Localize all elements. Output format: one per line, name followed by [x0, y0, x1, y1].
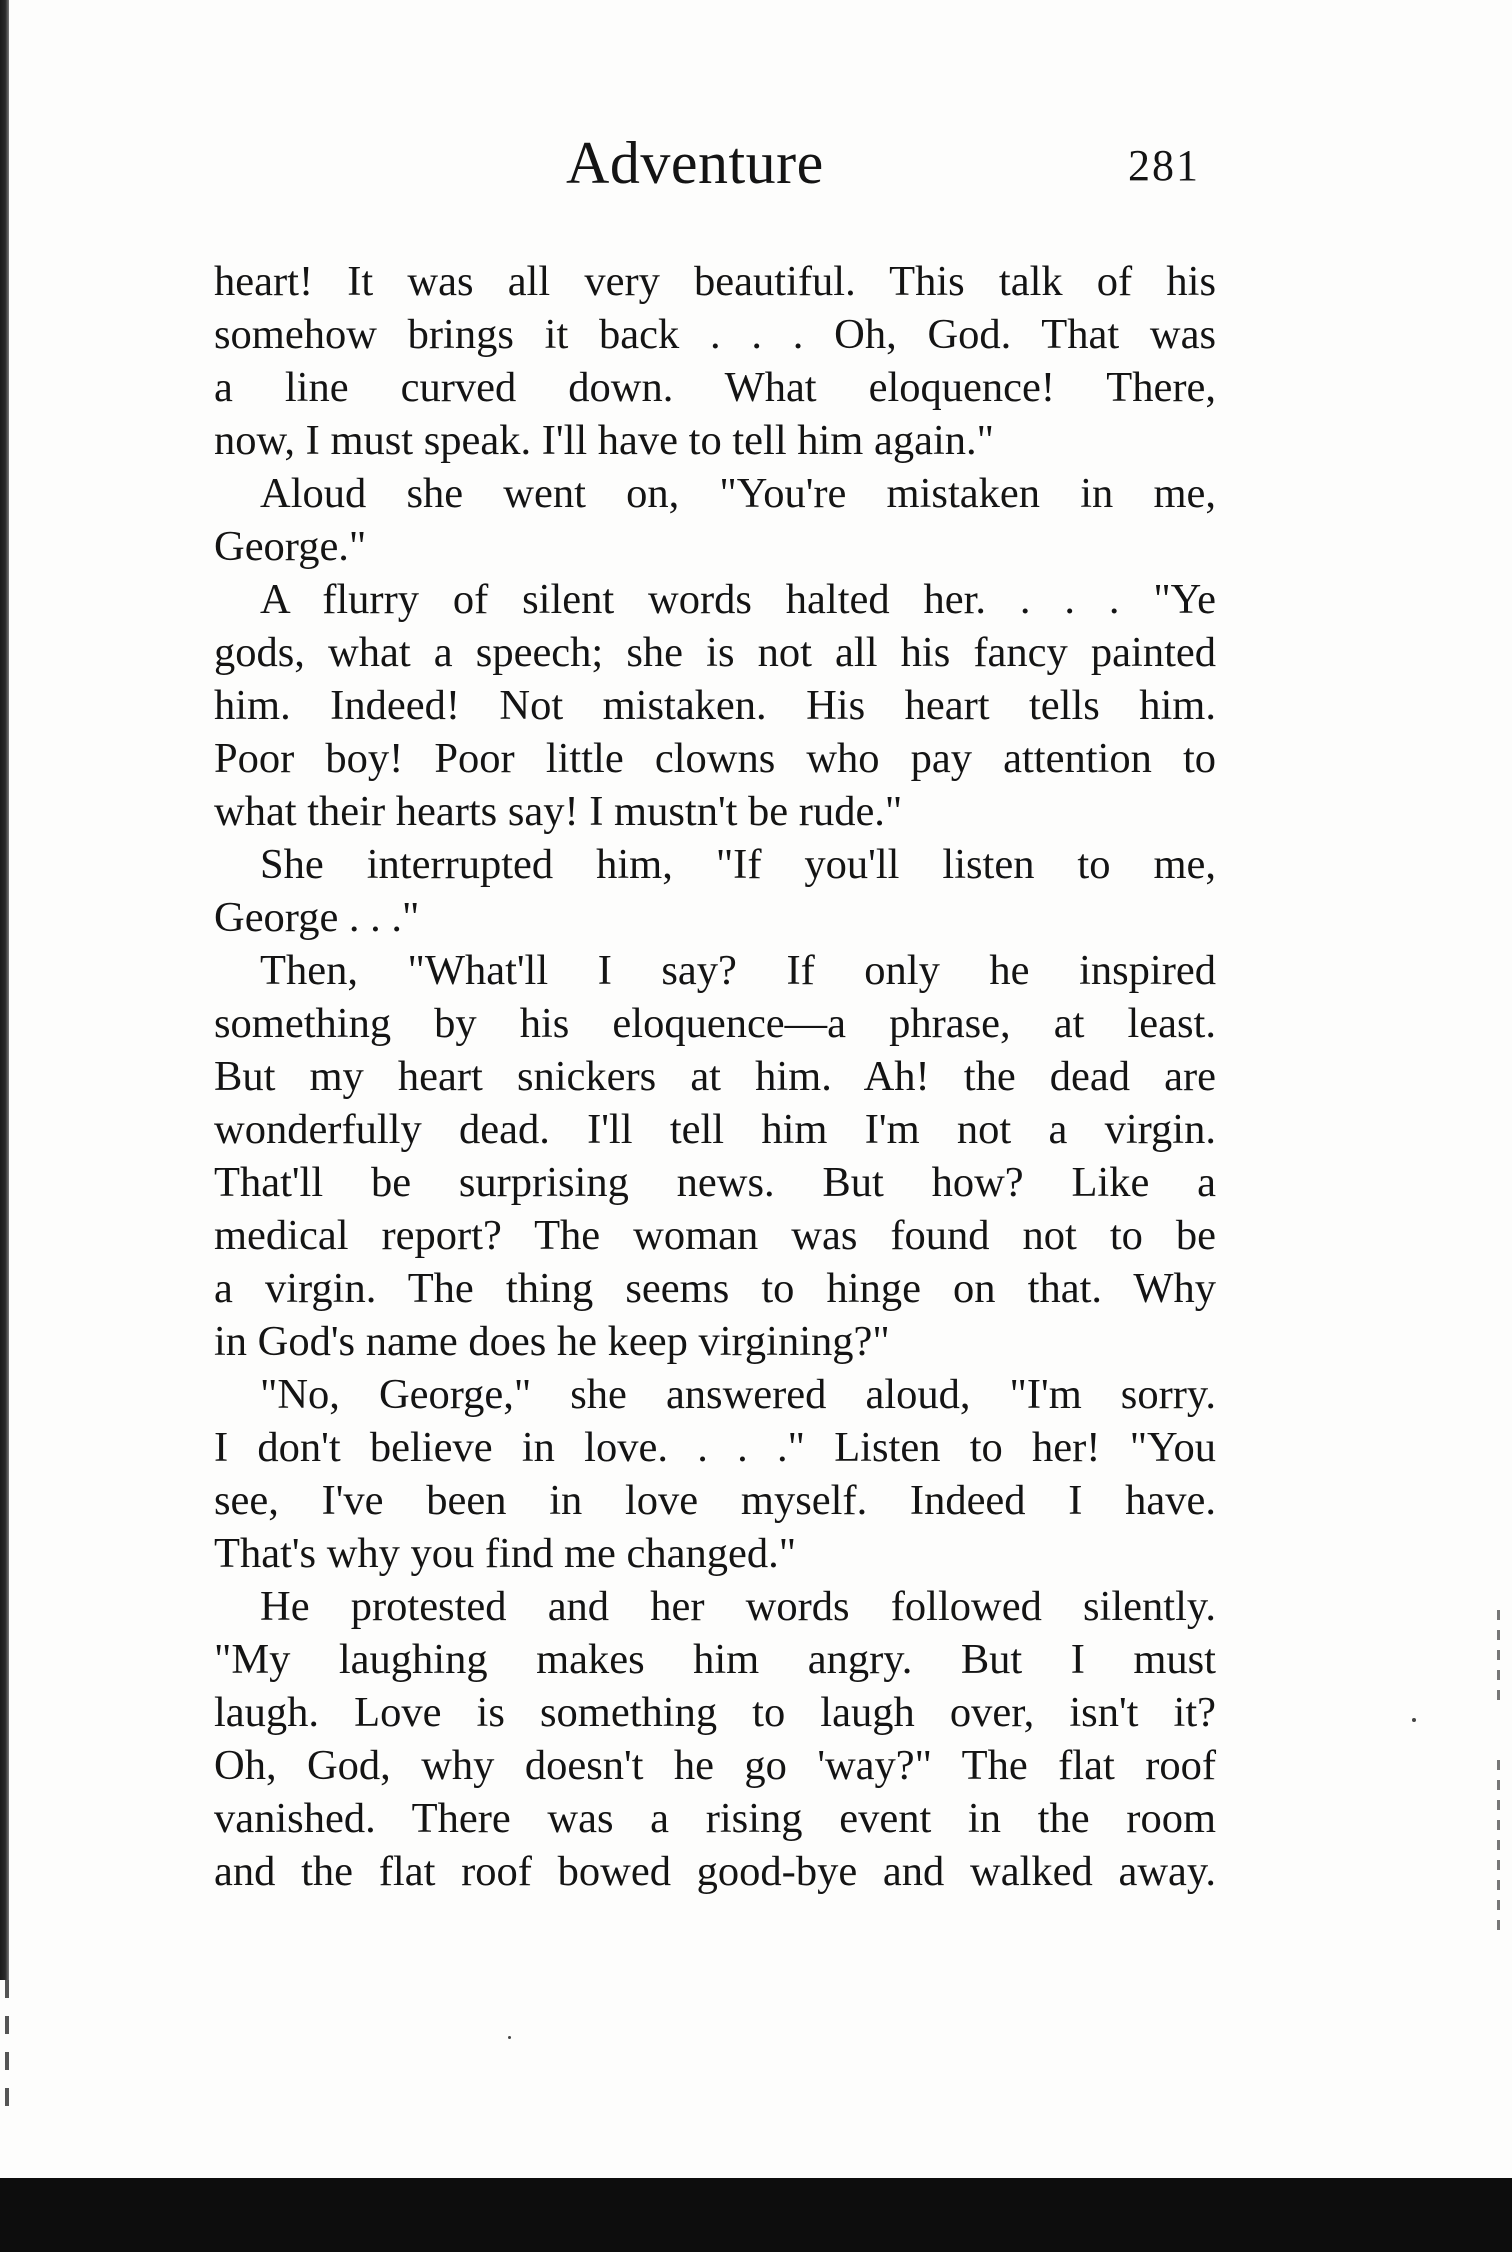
text-line: "My laughing makes him angry. But I must — [214, 1636, 1216, 1683]
text-line: George . . ." — [214, 894, 420, 941]
text-line: That'll be surprising news. But how? Like a — [214, 1159, 1216, 1206]
text-line: gods, what a speech; she is not all his fancy painted — [214, 629, 1216, 676]
text-line: George." — [214, 523, 367, 570]
body-text — [214, 255, 1216, 1898]
text-line: Oh, God, why doesn't he go 'way?" The flat roof — [214, 1742, 1216, 1789]
text-line: in God's name does he keep virgining?" — [214, 1318, 890, 1365]
text-line: A flurry of silent words halted her. . . . "Ye — [260, 576, 1216, 623]
page-edge-mark — [1497, 1760, 1500, 1930]
text-line: and the flat roof bowed good-bye and walked away. — [214, 1848, 1216, 1895]
text-line: laugh. Love is something to laugh over, isn't it? — [214, 1689, 1216, 1736]
scan-speck — [508, 2036, 511, 2039]
text-line: something by his eloquence—a phrase, at least. — [214, 1000, 1216, 1047]
page-edge-mark — [1497, 1610, 1500, 1710]
text-line: see, I've been in love myself. Indeed I have. — [214, 1477, 1216, 1524]
text-line: a line curved down. What eloquence! There, — [214, 364, 1216, 411]
binding-edge-trace — [5, 1980, 9, 2110]
text-line: He protested and her words followed silently. — [260, 1583, 1216, 1630]
text-line: She interrupted him, "If you'll listen to me, — [260, 841, 1216, 888]
binding-edge — [0, 0, 9, 1980]
text-line: somehow brings it back . . . Oh, God. That was — [214, 311, 1216, 358]
text-line: now, I must speak. I'll have to tell him again." — [214, 417, 995, 464]
scan-bottom-border — [0, 2178, 1512, 2252]
text-line: medical report? The woman was found not to be — [214, 1212, 1216, 1259]
text-line: That's why you find me changed." — [214, 1530, 797, 1577]
running-head-title: Adventure — [566, 130, 824, 196]
text-line: "No, George," she answered aloud, "I'm sorry. — [260, 1371, 1216, 1418]
text-line: Aloud she went on, "You're mistaken in me, — [260, 470, 1216, 517]
text-line: a virgin. The thing seems to hinge on that. Why — [214, 1265, 1216, 1312]
running-head — [0, 128, 1512, 198]
page-number: 281 — [1128, 141, 1200, 190]
text-line: wonderfully dead. I'll tell him I'm not a virgin. — [214, 1106, 1216, 1153]
text-line: But my heart snickers at him. Ah! the dead are — [214, 1053, 1216, 1100]
scan-speck — [1412, 1718, 1416, 1722]
text-line: Poor boy! Poor little clowns who pay attention to — [214, 735, 1216, 782]
text-line: Then, "What'll I say? If only he inspired — [260, 947, 1216, 994]
text-line: vanished. There was a rising event in the room — [214, 1795, 1216, 1842]
text-line: heart! It was all very beautiful. This talk of his — [214, 258, 1216, 305]
text-line: what their hearts say! I mustn't be rude." — [214, 788, 903, 835]
text-line: I don't believe in love. . . ." Listen to her! "You — [214, 1424, 1216, 1471]
text-line: him. Indeed! Not mistaken. His heart tells him. — [214, 682, 1216, 729]
